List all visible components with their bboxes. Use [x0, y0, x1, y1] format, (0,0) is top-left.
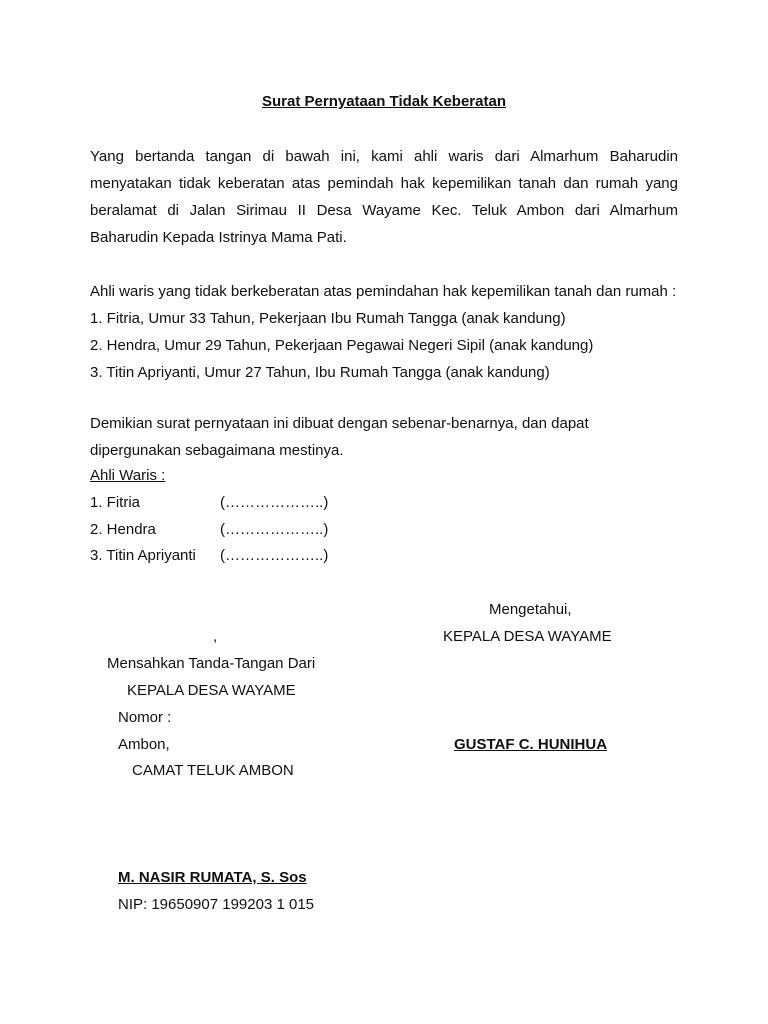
- village-head-signer: GUSTAF C. HUNIHUA: [454, 736, 608, 753]
- known-label: Mengetahui,: [489, 601, 572, 618]
- signature-name-2: 2. Hendra: [90, 521, 156, 538]
- place-date-comma: ,: [213, 628, 218, 645]
- district-head-title: CAMAT TELUK AMBON: [132, 762, 294, 779]
- signature-blank-2: (………………..): [220, 521, 329, 538]
- closing-paragraph: Demikian surat pernyataan ini dibuat dengan sebenar-benarnya, dan dapat dipergunakan sebagaimana mestinya.: [90, 415, 589, 459]
- signature-blank-1: (………………..): [220, 494, 329, 511]
- signature-blank-3: (………………..): [220, 547, 329, 564]
- heirs-section: [90, 278, 678, 386]
- heir-item-3: 3. Titin Apriyanti, Umur 27 Tahun, Ibu Rumah Tangga (anak kandung): [90, 364, 550, 381]
- village-head-title: KEPALA DESA WAYAME: [443, 628, 612, 645]
- heirs-signature-label: Ahli Waris :: [90, 467, 166, 484]
- heir-item-1: 1. Fitria, Umur 33 Tahun, Pekerjaan Ibu Rumah Tangga (anak kandung): [90, 310, 566, 327]
- district-head-signer: M. NASIR RUMATA, S. Sos: [118, 869, 307, 886]
- validation-label: Mensahkan Tanda-Tangan Dari: [107, 655, 316, 672]
- signature-name-1: 1. Fitria: [90, 494, 141, 511]
- heirs-heading: Ahli waris yang tidak berkeberatan atas pemindahan hak kepemilikan tanah dan rumah :: [90, 283, 677, 300]
- signature-name-3: 3. Titin Apriyanti: [90, 547, 196, 564]
- validation-position: KEPALA DESA WAYAME: [127, 682, 296, 699]
- place-label: Ambon,: [118, 736, 170, 753]
- number-label: Nomor :: [118, 709, 172, 726]
- district-head-nip: NIP: 19650907 199203 1 015: [118, 896, 315, 913]
- intro-paragraph: Yang bertanda tangan di bawah ini, kami ahli waris dari Almarhum Baharudin menyatakan tidak keberatan atas pemindah hak kepemilikan tanah dan rumah yang beralamat di Jalan Sirimau II Desa Wayame Kec. Teluk Ambon dari Almarhum Baharudin Kepada Istrinya Mama Pati.: [90, 148, 678, 246]
- document-title: Surat Pernyataan Tidak Keberatan: [262, 93, 506, 110]
- heir-item-2: 2. Hendra, Umur 29 Tahun, Pekerjaan Pegawai Negeri Sipil (anak kandung): [90, 337, 594, 354]
